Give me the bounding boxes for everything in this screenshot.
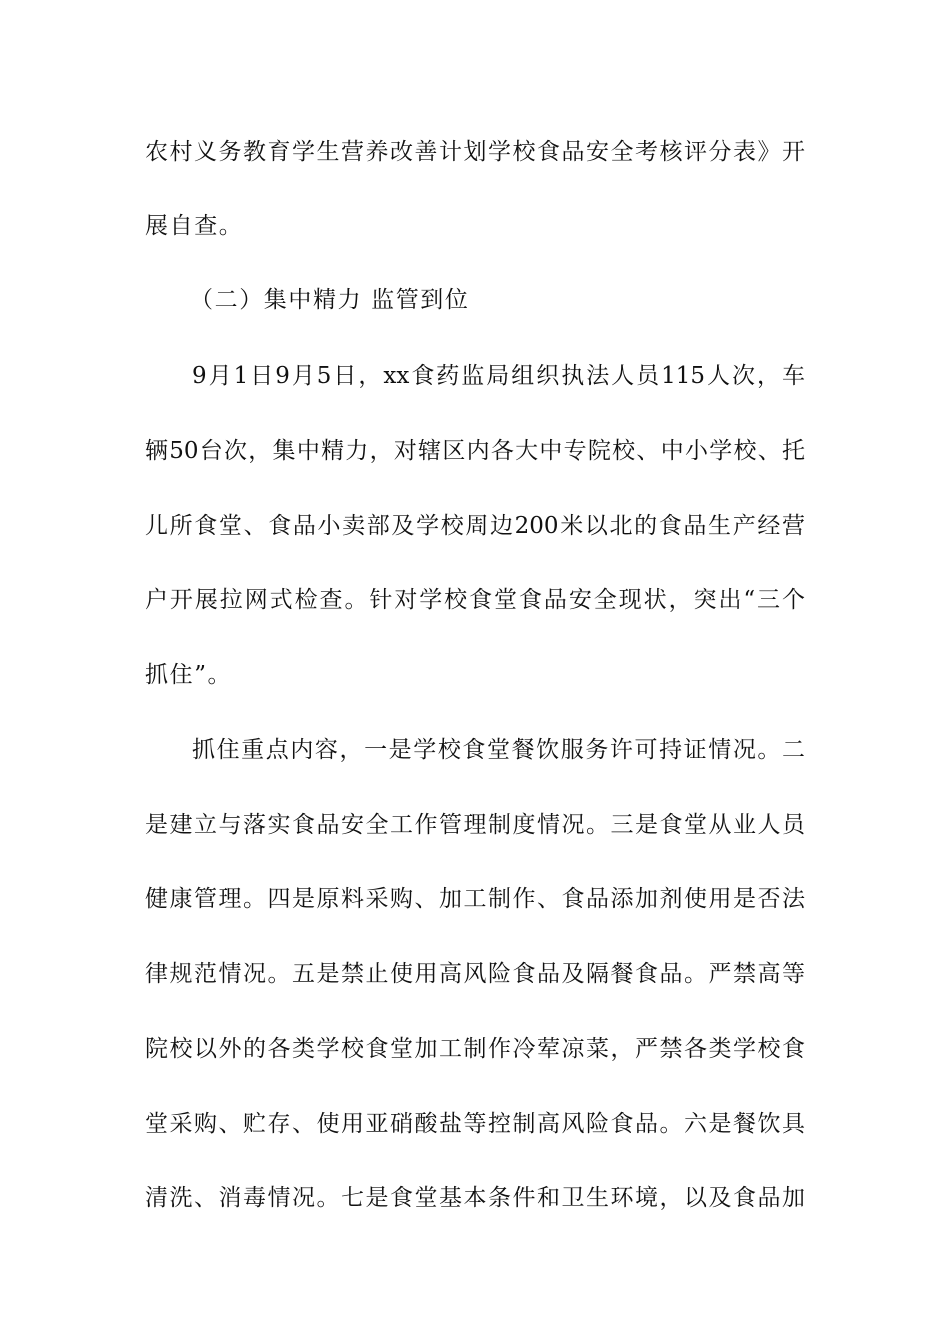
paragraph-line: 是建立与落实食品安全工作管理制度情况。三是食堂从业人员 [145, 812, 805, 838]
paragraph-line: 农村义务教育学生营养改善计划学校食品安全考核评分表》开 [145, 139, 805, 165]
paragraph-line: 院校以外的各类学校食堂加工制作冷荤凉菜，严禁各类学校食 [145, 1036, 805, 1062]
paragraph-line: 辆50台次，集中精力，对辖区内各大中专院校、中小学校、托 [145, 438, 805, 464]
paragraph-line: 抓住”。 [145, 662, 233, 688]
paragraph-line: 户开展拉网式检查。针对学校食堂食品安全现状，突出“三个 [145, 587, 805, 613]
section-heading: （二）集中精力 监管到位 [190, 287, 470, 313]
paragraph-line: 9月1日9月5日，xx食药监局组织执法人员115人次，车 [192, 363, 805, 389]
paragraph-line: 清洗、消毒情况。七是食堂基本条件和卫生环境，以及食品加 [145, 1185, 805, 1211]
paragraph-line: 健康管理。四是原料采购、加工制作、食品添加剂使用是否法 [145, 886, 805, 912]
paragraph-line: 律规范情况。五是禁止使用高风险食品及隔餐食品。严禁高等 [145, 961, 805, 987]
paragraph-line: 展自查。 [145, 213, 244, 239]
paragraph-line: 儿所食堂、食品小卖部及学校周边200米以北的食品生产经营 [145, 513, 805, 539]
paragraph-line: 堂采购、贮存、使用亚硝酸盐等控制高风险食品。六是餐饮具 [145, 1111, 805, 1137]
paragraph-line: 抓住重点内容，一是学校食堂餐饮服务许可持证情况。二 [192, 737, 805, 763]
